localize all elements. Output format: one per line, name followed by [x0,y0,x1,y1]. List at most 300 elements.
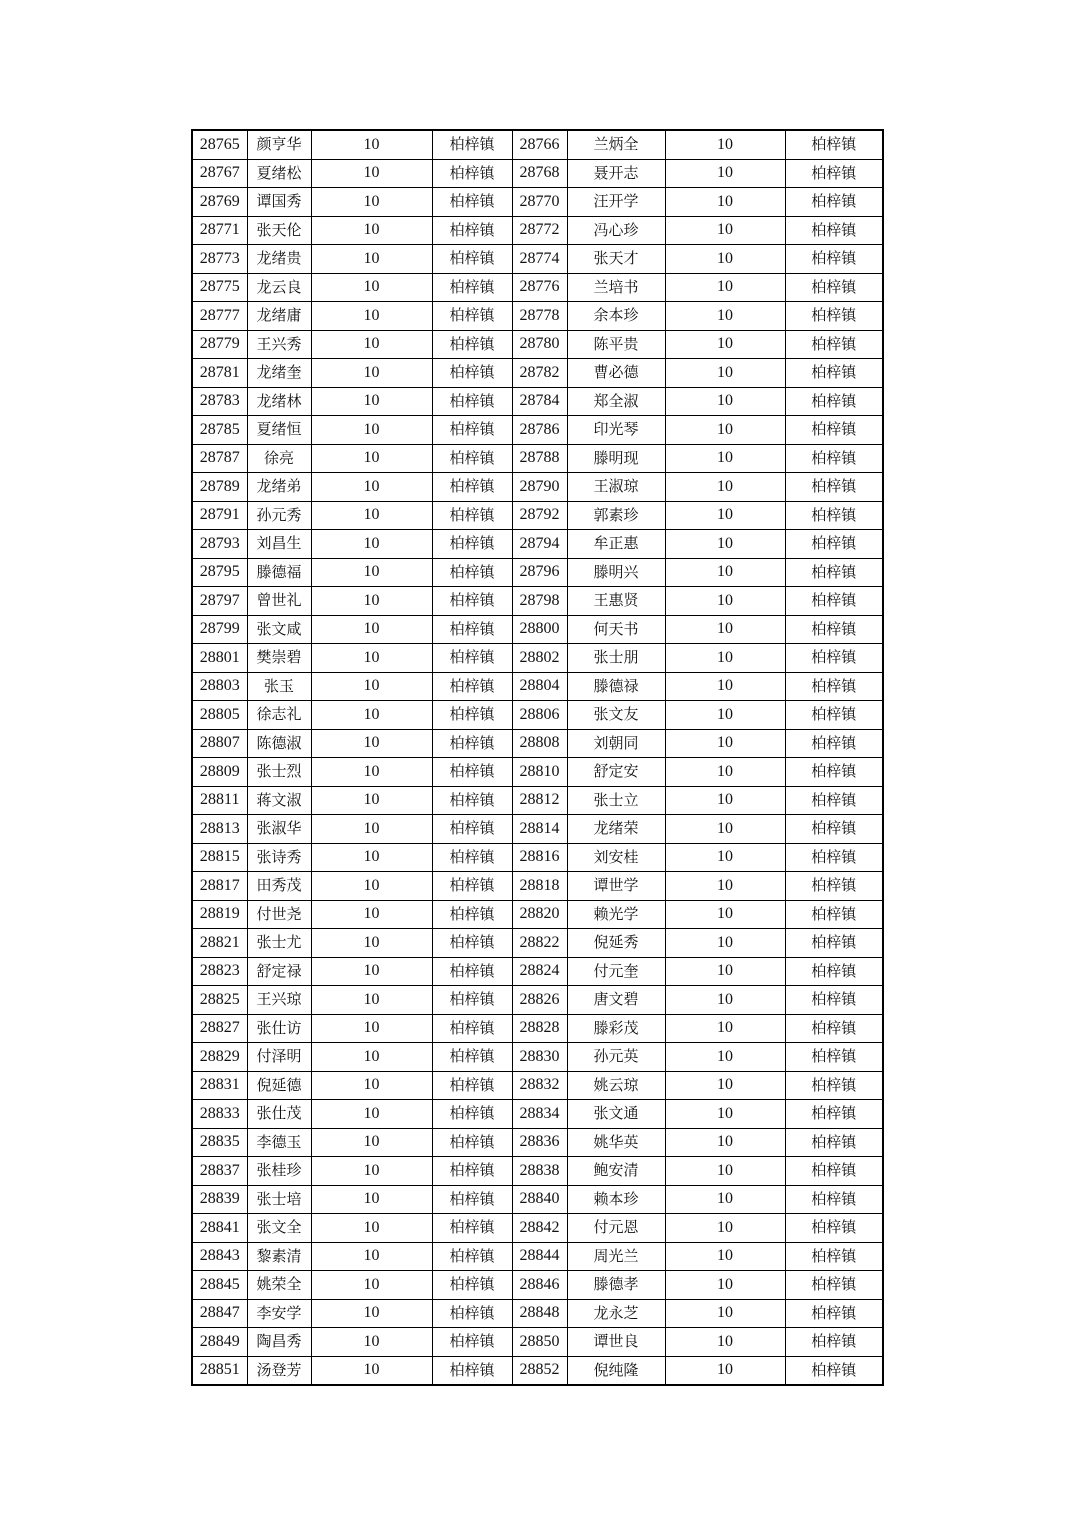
name-cell: 倪延秀 [567,929,665,958]
name-cell: 颜亨华 [247,130,311,159]
table-row [192,530,883,559]
id-cell: 28802 [512,644,567,673]
amount-cell: 10 [665,302,785,331]
amount-cell: 10 [311,1214,432,1243]
name-cell: 何天书 [567,615,665,644]
name-cell: 谭世学 [567,872,665,901]
town-cell: 柏梓镇 [785,1214,883,1243]
name-cell: 刘昌生 [247,530,311,559]
amount-cell: 10 [311,273,432,302]
id-cell: 28815 [192,843,247,872]
amount-cell: 10 [311,387,432,416]
id-cell: 28801 [192,644,247,673]
name-cell: 滕德福 [247,558,311,587]
table-row [192,558,883,587]
amount-cell: 10 [311,1185,432,1214]
table-row [192,729,883,758]
name-cell: 李德玉 [247,1128,311,1157]
name-cell: 谭世良 [567,1328,665,1357]
town-cell: 柏梓镇 [432,900,512,929]
amount-cell: 10 [311,1100,432,1129]
table-row [192,900,883,929]
amount-cell: 10 [311,1299,432,1328]
table-row [192,1185,883,1214]
amount-cell: 10 [665,843,785,872]
town-cell: 柏梓镇 [432,615,512,644]
amount-cell: 10 [665,1328,785,1357]
table-row [192,1157,883,1186]
name-cell: 郭素珍 [567,501,665,530]
name-cell: 龙绪奎 [247,359,311,388]
name-cell: 舒定安 [567,758,665,787]
table-row [192,843,883,872]
town-cell: 柏梓镇 [432,188,512,217]
name-cell: 刘安桂 [567,843,665,872]
amount-cell: 10 [311,359,432,388]
id-cell: 28789 [192,473,247,502]
table-row [192,872,883,901]
town-cell: 柏梓镇 [785,1071,883,1100]
amount-cell: 10 [665,558,785,587]
amount-cell: 10 [311,672,432,701]
amount-cell: 10 [311,558,432,587]
town-cell: 柏梓镇 [432,159,512,188]
amount-cell: 10 [665,416,785,445]
amount-cell: 10 [311,872,432,901]
name-cell: 徐志礼 [247,701,311,730]
name-cell: 刘朝同 [567,729,665,758]
amount-cell: 10 [665,1356,785,1385]
id-cell: 28808 [512,729,567,758]
town-cell: 柏梓镇 [432,587,512,616]
id-cell: 28797 [192,587,247,616]
town-cell: 柏梓镇 [785,1356,883,1385]
id-cell: 28768 [512,159,567,188]
town-cell: 柏梓镇 [432,1185,512,1214]
table-row [192,1271,883,1300]
amount-cell: 10 [311,843,432,872]
id-cell: 28777 [192,302,247,331]
id-cell: 28804 [512,672,567,701]
name-cell: 付元奎 [567,957,665,986]
town-cell: 柏梓镇 [785,188,883,217]
name-cell: 舒定禄 [247,957,311,986]
town-cell: 柏梓镇 [785,644,883,673]
name-cell: 龙绪贵 [247,245,311,274]
town-cell: 柏梓镇 [432,872,512,901]
table-row [192,1328,883,1357]
town-cell: 柏梓镇 [785,815,883,844]
amount-cell: 10 [665,615,785,644]
table-row [192,359,883,388]
amount-cell: 10 [665,929,785,958]
name-cell: 曾世礼 [247,587,311,616]
town-cell: 柏梓镇 [432,1214,512,1243]
name-cell: 田秀茂 [247,872,311,901]
amount-cell: 10 [665,786,785,815]
amount-cell: 10 [665,1185,785,1214]
table-row [192,957,883,986]
name-cell: 姚云琼 [567,1071,665,1100]
id-cell: 28765 [192,130,247,159]
name-cell: 张天伦 [247,216,311,245]
town-cell: 柏梓镇 [432,957,512,986]
name-cell: 滕明现 [567,444,665,473]
amount-cell: 10 [311,302,432,331]
id-cell: 28826 [512,986,567,1015]
table-row [192,986,883,1015]
amount-cell: 10 [311,1328,432,1357]
town-cell: 柏梓镇 [432,216,512,245]
amount-cell: 10 [311,416,432,445]
amount-cell: 10 [311,615,432,644]
table-row [192,587,883,616]
town-cell: 柏梓镇 [785,786,883,815]
town-cell: 柏梓镇 [432,986,512,1015]
amount-cell: 10 [311,501,432,530]
town-cell: 柏梓镇 [785,701,883,730]
amount-cell: 10 [665,872,785,901]
id-cell: 28771 [192,216,247,245]
town-cell: 柏梓镇 [432,1299,512,1328]
town-cell: 柏梓镇 [432,1071,512,1100]
town-cell: 柏梓镇 [785,416,883,445]
id-cell: 28800 [512,615,567,644]
town-cell: 柏梓镇 [432,302,512,331]
id-cell: 28837 [192,1157,247,1186]
id-cell: 28839 [192,1185,247,1214]
town-cell: 柏梓镇 [785,672,883,701]
town-cell: 柏梓镇 [432,929,512,958]
name-cell: 龙绪庸 [247,302,311,331]
town-cell: 柏梓镇 [432,501,512,530]
id-cell: 28776 [512,273,567,302]
id-cell: 28842 [512,1214,567,1243]
name-cell: 龙永芝 [567,1299,665,1328]
amount-cell: 10 [311,330,432,359]
id-cell: 28850 [512,1328,567,1357]
town-cell: 柏梓镇 [432,387,512,416]
amount-cell: 10 [665,359,785,388]
amount-cell: 10 [665,501,785,530]
name-cell: 王淑琼 [567,473,665,502]
table-row [192,245,883,274]
town-cell: 柏梓镇 [432,416,512,445]
table-row [192,1128,883,1157]
amount-cell: 10 [665,1071,785,1100]
amount-cell: 10 [665,245,785,274]
id-cell: 28779 [192,330,247,359]
id-cell: 28833 [192,1100,247,1129]
name-cell: 龙绪弟 [247,473,311,502]
name-cell: 滕明兴 [567,558,665,587]
table-row [192,444,883,473]
amount-cell: 10 [311,1157,432,1186]
name-cell: 鲍安清 [567,1157,665,1186]
name-cell: 张士立 [567,786,665,815]
town-cell: 柏梓镇 [432,1271,512,1300]
id-cell: 28811 [192,786,247,815]
town-cell: 柏梓镇 [432,843,512,872]
name-cell: 张文咸 [247,615,311,644]
id-cell: 28813 [192,815,247,844]
amount-cell: 10 [311,900,432,929]
table-row [192,786,883,815]
table-row [192,130,883,159]
name-cell: 印光琴 [567,416,665,445]
town-cell: 柏梓镇 [785,387,883,416]
name-cell: 汤登芳 [247,1356,311,1385]
name-cell: 张士培 [247,1185,311,1214]
town-cell: 柏梓镇 [785,1128,883,1157]
amount-cell: 10 [311,245,432,274]
town-cell: 柏梓镇 [785,130,883,159]
name-cell: 陶昌秀 [247,1328,311,1357]
name-cell: 张仕访 [247,1014,311,1043]
amount-cell: 10 [665,1100,785,1129]
name-cell: 兰培书 [567,273,665,302]
town-cell: 柏梓镇 [432,644,512,673]
id-cell: 28794 [512,530,567,559]
town-cell: 柏梓镇 [785,986,883,1015]
id-cell: 28818 [512,872,567,901]
name-cell: 付元恩 [567,1214,665,1243]
id-cell: 28766 [512,130,567,159]
id-cell: 28831 [192,1071,247,1100]
amount-cell: 10 [311,130,432,159]
name-cell: 张文通 [567,1100,665,1129]
town-cell: 柏梓镇 [432,815,512,844]
id-cell: 28809 [192,758,247,787]
amount-cell: 10 [665,957,785,986]
table-row [192,473,883,502]
amount-cell: 10 [665,986,785,1015]
name-cell: 龙绪荣 [567,815,665,844]
town-cell: 柏梓镇 [785,900,883,929]
town-cell: 柏梓镇 [785,1242,883,1271]
table-row [192,216,883,245]
id-cell: 28829 [192,1043,247,1072]
id-cell: 28852 [512,1356,567,1385]
id-cell: 28778 [512,302,567,331]
id-cell: 28787 [192,444,247,473]
id-cell: 28843 [192,1242,247,1271]
amount-cell: 10 [311,929,432,958]
id-cell: 28822 [512,929,567,958]
town-cell: 柏梓镇 [432,1100,512,1129]
amount-cell: 10 [665,1043,785,1072]
name-cell: 王惠贤 [567,587,665,616]
name-cell: 陈德淑 [247,729,311,758]
town-cell: 柏梓镇 [785,1185,883,1214]
id-cell: 28821 [192,929,247,958]
name-cell: 姚荣全 [247,1271,311,1300]
amount-cell: 10 [311,188,432,217]
name-cell: 黎素清 [247,1242,311,1271]
table-row [192,1242,883,1271]
amount-cell: 10 [665,672,785,701]
id-cell: 28773 [192,245,247,274]
amount-cell: 10 [311,701,432,730]
name-cell: 张士烈 [247,758,311,787]
id-cell: 28807 [192,729,247,758]
town-cell: 柏梓镇 [785,957,883,986]
amount-cell: 10 [665,1299,785,1328]
name-cell: 龙绪林 [247,387,311,416]
id-cell: 28781 [192,359,247,388]
name-cell: 张天才 [567,245,665,274]
town-cell: 柏梓镇 [785,330,883,359]
name-cell: 付泽明 [247,1043,311,1072]
id-cell: 28834 [512,1100,567,1129]
name-cell: 郑全淑 [567,387,665,416]
town-cell: 柏梓镇 [785,1271,883,1300]
amount-cell: 10 [311,159,432,188]
amount-cell: 10 [311,1242,432,1271]
name-cell: 周光兰 [567,1242,665,1271]
table-row [192,1043,883,1072]
amount-cell: 10 [665,530,785,559]
table-row [192,501,883,530]
amount-cell: 10 [665,216,785,245]
town-cell: 柏梓镇 [432,701,512,730]
name-cell: 张文全 [247,1214,311,1243]
name-cell: 汪开学 [567,188,665,217]
id-cell: 28847 [192,1299,247,1328]
amount-cell: 10 [311,1271,432,1300]
table-row [192,815,883,844]
id-cell: 28844 [512,1242,567,1271]
amount-cell: 10 [665,1128,785,1157]
id-cell: 28851 [192,1356,247,1385]
roster-table [191,129,884,1386]
town-cell: 柏梓镇 [785,501,883,530]
town-cell: 柏梓镇 [785,587,883,616]
id-cell: 28788 [512,444,567,473]
id-cell: 28769 [192,188,247,217]
town-cell: 柏梓镇 [432,444,512,473]
id-cell: 28805 [192,701,247,730]
town-cell: 柏梓镇 [785,245,883,274]
id-cell: 28780 [512,330,567,359]
town-cell: 柏梓镇 [785,758,883,787]
id-cell: 28770 [512,188,567,217]
name-cell: 王兴秀 [247,330,311,359]
id-cell: 28799 [192,615,247,644]
id-cell: 28793 [192,530,247,559]
table-row [192,1299,883,1328]
table-row [192,416,883,445]
town-cell: 柏梓镇 [785,1100,883,1129]
id-cell: 28835 [192,1128,247,1157]
table-row [192,273,883,302]
town-cell: 柏梓镇 [432,1328,512,1357]
name-cell: 赖光学 [567,900,665,929]
id-cell: 28814 [512,815,567,844]
id-cell: 28838 [512,1157,567,1186]
id-cell: 28840 [512,1185,567,1214]
amount-cell: 10 [311,473,432,502]
table-row [192,1071,883,1100]
town-cell: 柏梓镇 [432,729,512,758]
name-cell: 张桂珍 [247,1157,311,1186]
amount-cell: 10 [311,815,432,844]
name-cell: 孙元秀 [247,501,311,530]
name-cell: 余本珍 [567,302,665,331]
town-cell: 柏梓镇 [432,1356,512,1385]
town-cell: 柏梓镇 [785,159,883,188]
town-cell: 柏梓镇 [785,1157,883,1186]
town-cell: 柏梓镇 [785,1328,883,1357]
town-cell: 柏梓镇 [432,359,512,388]
name-cell: 李安学 [247,1299,311,1328]
table-row [192,1356,883,1385]
id-cell: 28830 [512,1043,567,1072]
town-cell: 柏梓镇 [785,530,883,559]
id-cell: 28803 [192,672,247,701]
id-cell: 28845 [192,1271,247,1300]
amount-cell: 10 [665,587,785,616]
id-cell: 28772 [512,216,567,245]
id-cell: 28832 [512,1071,567,1100]
id-cell: 28848 [512,1299,567,1328]
amount-cell: 10 [665,473,785,502]
id-cell: 28790 [512,473,567,502]
name-cell: 徐亮 [247,444,311,473]
amount-cell: 10 [311,986,432,1015]
amount-cell: 10 [311,644,432,673]
name-cell: 张士尤 [247,929,311,958]
town-cell: 柏梓镇 [785,1299,883,1328]
town-cell: 柏梓镇 [432,1128,512,1157]
town-cell: 柏梓镇 [785,1014,883,1043]
town-cell: 柏梓镇 [432,273,512,302]
name-cell: 付世尧 [247,900,311,929]
name-cell: 蒋文淑 [247,786,311,815]
table-row [192,330,883,359]
amount-cell: 10 [311,530,432,559]
amount-cell: 10 [311,1043,432,1072]
town-cell: 柏梓镇 [432,558,512,587]
amount-cell: 10 [665,815,785,844]
amount-cell: 10 [665,130,785,159]
amount-cell: 10 [665,1014,785,1043]
name-cell: 冯心珍 [567,216,665,245]
name-cell: 曹必德 [567,359,665,388]
amount-cell: 10 [665,701,785,730]
id-cell: 28817 [192,872,247,901]
name-cell: 牟正惠 [567,530,665,559]
name-cell: 唐文碧 [567,986,665,1015]
table-row [192,387,883,416]
amount-cell: 10 [665,159,785,188]
town-cell: 柏梓镇 [432,1242,512,1271]
amount-cell: 10 [665,900,785,929]
id-cell: 28812 [512,786,567,815]
id-cell: 28774 [512,245,567,274]
table-row [192,672,883,701]
amount-cell: 10 [311,729,432,758]
amount-cell: 10 [311,216,432,245]
town-cell: 柏梓镇 [432,1014,512,1043]
town-cell: 柏梓镇 [432,245,512,274]
id-cell: 28846 [512,1271,567,1300]
id-cell: 28806 [512,701,567,730]
table-row [192,1214,883,1243]
name-cell: 滕德孝 [567,1271,665,1300]
id-cell: 28767 [192,159,247,188]
name-cell: 倪延德 [247,1071,311,1100]
